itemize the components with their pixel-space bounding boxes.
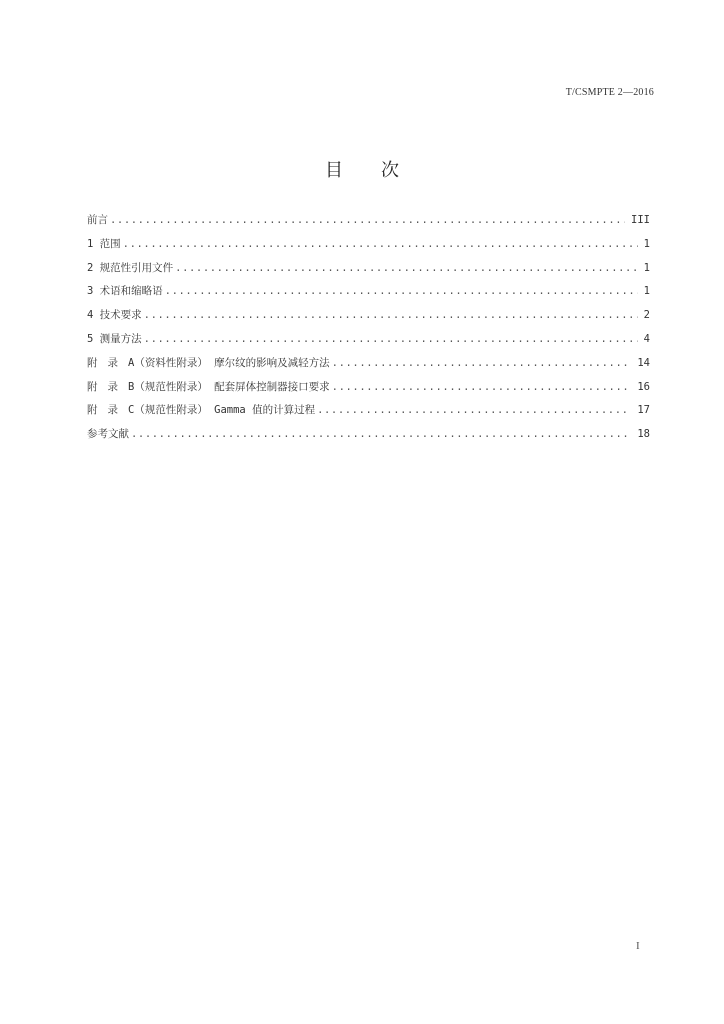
toc-leader-dots — [144, 309, 638, 321]
toc-entry-label: 参考文献 — [87, 428, 129, 441]
toc-entry-label — [87, 402, 317, 417]
page-title-char-2: 次 — [381, 160, 399, 181]
toc-leader-dots — [175, 262, 638, 274]
toc-page-number: 18 — [637, 428, 650, 441]
toc-entry-foreword[interactable] — [87, 212, 650, 236]
annex-word-2: 录 — [107, 356, 118, 369]
toc-entry-label — [87, 379, 332, 394]
annex-word-1: 附 — [87, 404, 98, 417]
toc-page-number: 2 — [643, 309, 650, 322]
toc-entry-label: 1 范围 — [87, 237, 121, 250]
toc-leader-dots — [123, 238, 638, 250]
page-title — [0, 156, 724, 182]
toc-entry-technical-requirements[interactable] — [87, 307, 650, 331]
annex-word-2: 录 — [107, 380, 118, 393]
page-number: I — [636, 940, 640, 952]
toc-leader-dots — [110, 214, 625, 226]
toc-page-number: 16 — [637, 380, 650, 393]
toc-leader-dots — [332, 357, 632, 369]
toc-leader-dots — [131, 428, 631, 440]
toc-entry-normative-references[interactable] — [87, 260, 650, 284]
annex-title: A（资料性附录） 摩尔纹的影响及减轻方法 — [128, 356, 330, 369]
toc-entry-terms[interactable] — [87, 283, 650, 307]
toc-entry-bibliography[interactable] — [87, 426, 650, 450]
toc-entry-measurement-methods[interactable] — [87, 331, 650, 355]
toc-entry-label: 2 规范性引用文件 — [87, 261, 174, 274]
toc-entry-label: 5 测量方法 — [87, 332, 142, 345]
toc-entry-label — [87, 355, 332, 370]
annex-word-1: 附 — [87, 356, 98, 369]
annex-title: C（规范性附录） Gamma 值的计算过程 — [128, 404, 316, 417]
toc-leader-dots — [144, 333, 638, 345]
toc-entry-annex-b[interactable] — [87, 379, 650, 403]
annex-title: B（规范性附录） 配套屏体控制器接口要求 — [128, 380, 330, 393]
toc-leader-dots — [332, 381, 632, 393]
toc-leader-dots — [165, 285, 638, 297]
annex-word-2: 录 — [107, 404, 118, 417]
toc-page-number: 17 — [637, 404, 650, 417]
page-title-char-1: 目 — [325, 160, 343, 181]
table-of-contents — [87, 212, 650, 450]
toc-page-number: 14 — [637, 356, 650, 369]
toc-page-number: 1 — [643, 237, 650, 250]
toc-entry-scope[interactable] — [87, 236, 650, 260]
toc-entry-label: 3 术语和缩略语 — [87, 285, 163, 298]
toc-entry-annex-c[interactable] — [87, 402, 650, 426]
toc-entry-label: 4 技术要求 — [87, 309, 142, 322]
toc-page-number: 1 — [643, 261, 650, 274]
doc-code: T/CSMPTE 2—2016 — [565, 87, 654, 98]
toc-leader-dots — [317, 404, 631, 416]
toc-entry-annex-a[interactable] — [87, 355, 650, 379]
toc-page-number: 4 — [643, 332, 650, 345]
annex-word-1: 附 — [87, 380, 98, 393]
toc-entry-label: 前言 — [87, 214, 108, 226]
toc-page-number: III — [631, 214, 650, 226]
toc-page-number: 1 — [643, 285, 650, 298]
